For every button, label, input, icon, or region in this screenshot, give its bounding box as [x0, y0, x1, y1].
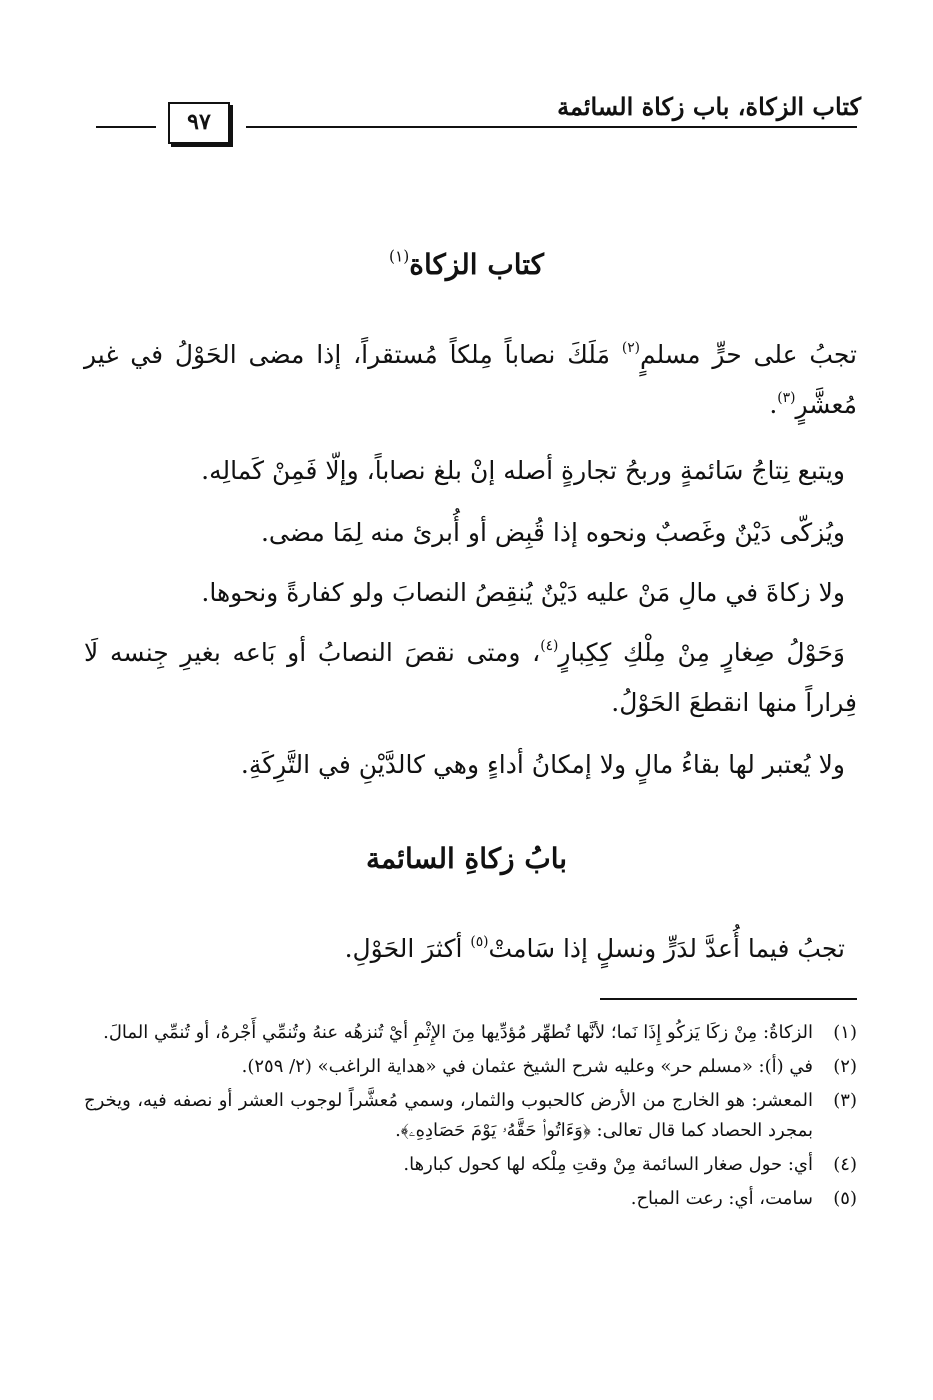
paragraph-text: ولا يُعتبر لها بقاءُ مالٍ ولا إمكانُ أداءٍ وهي كالدَّيْنِ في التَّرِكَةِ.	[240, 750, 845, 779]
paragraph	[84, 330, 857, 430]
paragraph-text: أكثرَ الحَوْلِ.	[344, 934, 471, 963]
footnote-text: المعشر: هو الخارج من الأرض كالحبوب والثمار، وسمي مُعشَّراً لوجوب العشر أو نصفه فيه، ويخرج بمجرد الحصاد كما قال تعالى: ﴿وَءَاتُوا۟ حَقَّهُۥ يَوْمَ حَصَادِهِۦ﴾.	[84, 1090, 813, 1141]
footnote-number: (٢)	[833, 1056, 857, 1077]
paragraph	[84, 628, 857, 728]
paragraph-text: مَلَكَ نصاباً مِلكاً مُستقراً، إذا مضى الحَوْلُ في غير مُعشَّرٍ	[84, 340, 857, 419]
footnote-ref: (٢)	[621, 340, 640, 356]
footnote-number: (١)	[833, 1022, 857, 1043]
footnote-number: (٣)	[833, 1090, 857, 1111]
paragraph	[84, 740, 857, 790]
paragraph-text: تجبُ فيما أُعدَّ لدَرٍّ ونسلٍ إذا سَامتْ	[488, 934, 845, 963]
paragraph-text: وَحَوْلُ صِغارٍ مِنْ مِلْكِ كِكِبارٍ	[558, 638, 845, 667]
footnote-ref: (٣)	[777, 390, 796, 406]
paragraph	[84, 508, 857, 558]
page-number: ٩٧	[168, 102, 230, 144]
footnotes	[84, 1018, 857, 1218]
paragraph	[84, 446, 857, 496]
book-heading	[80, 248, 853, 281]
header-rule-short	[96, 126, 156, 128]
footnote	[84, 1052, 857, 1082]
paragraph-text: تجبُ على حرٍّ مسلمٍ	[639, 340, 857, 369]
footnote-text: في (أ): «مسلم حر» وعليه شرح الشيخ عثمان في «هداية الراغب» (٢/ ٢٥٩).	[241, 1056, 813, 1077]
paragraph-text: .	[769, 390, 778, 419]
paragraph-text: ويُزكّى دَيْنٌ وغَصبٌ ونحوه إذا قُبِض أو أُبرئ منه لِمَا مضى.	[260, 518, 845, 547]
footnote-text: الزكاةُ: مِنْ زكَا يَزكُو إِذَا نَما؛ لأنَّها تُطهِّر مُؤدِّيها مِنَ الإِثْمِ أيْ تُنزهُه عنهُ وتُنمِّي أَجْرهُ، أو تُنمِّي المالَ.	[103, 1022, 813, 1043]
footnote-number: (٥)	[833, 1188, 857, 1209]
footnote	[84, 1184, 857, 1214]
header-rule	[246, 126, 857, 128]
paragraph-text: ولا زكاةَ في مالِ مَنْ عليه دَيْنٌ يُنقِصُ النصابَ ولو كفارةً ونحوها.	[201, 578, 845, 607]
chapter-heading: بابُ زكاةِ السائمة	[365, 842, 568, 875]
paragraph	[84, 924, 857, 974]
footnote	[84, 1018, 857, 1048]
book-heading-title: كتاب الزكاة	[409, 248, 545, 281]
footnote-ref: (٤)	[540, 638, 559, 654]
paragraph	[84, 568, 857, 618]
footnote-number: (٤)	[833, 1154, 857, 1175]
footnote	[84, 1150, 857, 1180]
footnote-ref: (٥)	[470, 934, 489, 950]
paragraph-text: ويتبع نِتاجُ سَائمةٍ وربحُ تجارةٍ أصله إنْ بلغ نصاباً، وإلّا فَمِنْ كَمالِه.	[201, 456, 845, 485]
paragraph-text: ، ومتى نقصَ النصابُ أو بَاعه بغيرِ جِنسه لَا فِراراً منها انقطعَ الحَوْلُ.	[84, 638, 857, 717]
footnote-separator	[600, 998, 857, 1000]
running-title: كتاب الزكاة، باب زكاة السائمة	[557, 92, 861, 121]
footnote-text: سامت، أي: رعت المباح.	[630, 1188, 813, 1209]
footnote	[84, 1086, 857, 1146]
footnote-ref: (١)	[388, 247, 410, 266]
footnote-text: أي: حول صغار السائمة مِنْ وقتِ مِلْكه لها كحول كبارها.	[403, 1154, 813, 1175]
